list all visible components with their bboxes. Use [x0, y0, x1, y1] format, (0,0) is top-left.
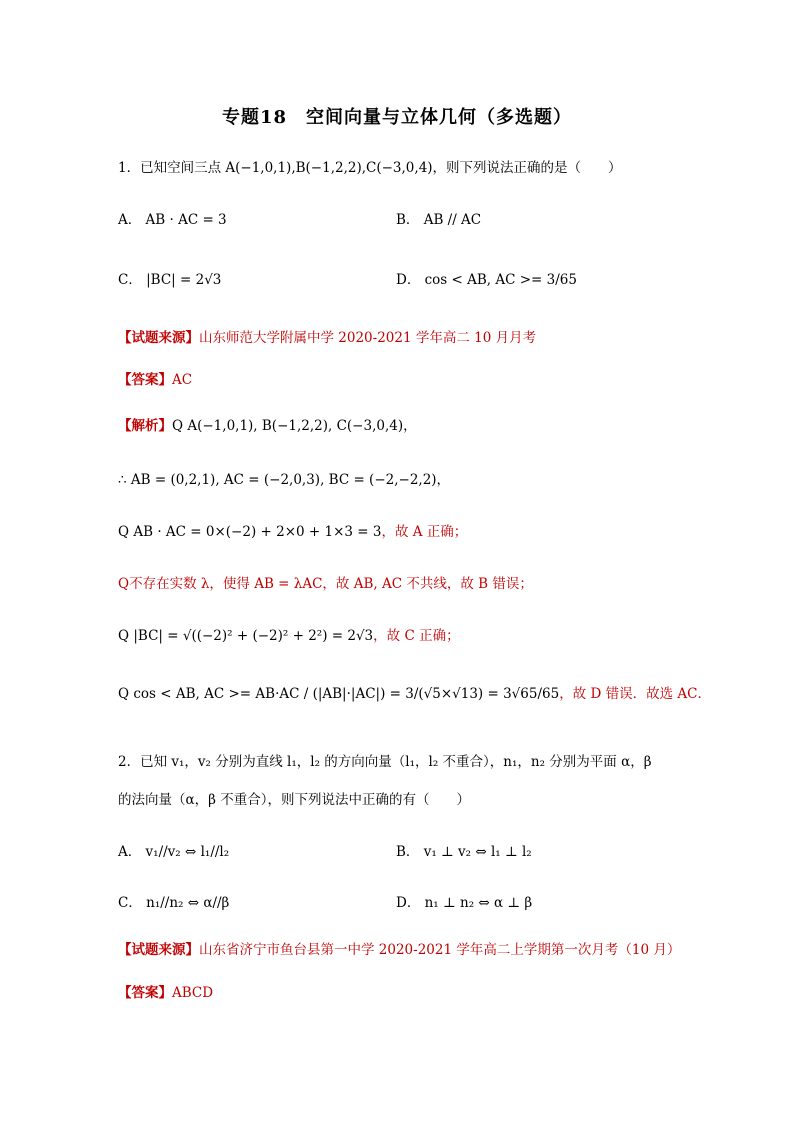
q1-source — [118, 328, 536, 348]
q1-option-d: D． cos < AB, AC >= 3/65 — [396, 272, 577, 288]
q1-stem: 1．已知空间三点 A(−1,0,1),B(−1,2,2),C(−3,0,4)，则下列说法正确的是（ ） — [118, 160, 622, 176]
q2-option-b: B． v₁ ⊥ v₂ ⇔ l₁ ⊥ l₂ — [396, 844, 532, 860]
q2-option-a: A． v₁//v₂ ⇔ l₁//l₂ — [118, 844, 230, 860]
q1-option-b: B． AB // AC — [396, 212, 482, 228]
q1-option-a: A． AB · AC = 3 — [118, 212, 227, 228]
answer-text: ABCD — [172, 985, 214, 1001]
answer-label: 【答案】 — [118, 372, 172, 388]
source-text: 山东省济宁市鱼台县第一中学 2020-2021 学年高二上学期第一次月考（10 月） — [199, 942, 681, 958]
source-label: 【试题来源】 — [118, 330, 199, 346]
q1-analysis-line-1 — [118, 416, 417, 436]
q1-option-c: C． |BC| = 2√3 — [118, 272, 222, 288]
source-label: 【试题来源】 — [118, 942, 199, 958]
analysis-formula: Q AB · AC = 0×(−2) + 2×0 + 1×3 = 3 — [118, 524, 382, 540]
q2-option-d: D． n₁ ⊥ n₂ ⇔ α ⊥ β — [396, 895, 533, 911]
q1-analysis-line-2: ∴ AB = (0,2,1), AC = (−2,0,3), BC = (−2,−2,2)， — [118, 472, 451, 488]
analysis-label: 【解析】 — [118, 418, 172, 434]
q2-answer — [118, 983, 213, 1003]
analysis-formula: Q不存在实数 λ，使得 AB = λAC — [118, 576, 323, 592]
q1-analysis-line-6 — [118, 684, 711, 704]
analysis-formula: Q |BC| = √((−2)² + (−2)² + 2²) = 2√3 — [118, 628, 374, 644]
analysis-conclusion: ，故 C 正确； — [373, 628, 460, 644]
analysis-conclusion: ，故 D 错误．故选 AC． — [559, 686, 711, 702]
q1-analysis-line-5 — [118, 626, 460, 646]
source-text: 山东师范大学附属中学 2020-2021 学年高二 10 月月考 — [199, 330, 537, 346]
q2-stem-line-1: 2．已知 v₁，v₂ 分别为直线 l₁，l₂ 的方向向量（l₁，l₂ 不重合），n₁，n₂ 分别为平面 α，β — [118, 754, 652, 770]
analysis-formula: Q cos < AB, AC >= AB·AC / (|AB|·|AC|) = 3/(√5×√13) = 3√65/65 — [118, 686, 560, 702]
q1-analysis-line-3 — [118, 522, 467, 542]
answer-text: AC — [172, 372, 193, 388]
q2-stem-line-2: 的法向量（α，β 不重合），则下列说法中正确的有（ ） — [118, 792, 470, 808]
analysis-conclusion: ，故 A 正确； — [381, 524, 468, 540]
q2-option-c: C． n₁//n₂ ⇔ α//β — [118, 895, 230, 911]
q1-answer — [118, 370, 192, 390]
q1-analysis-line-4 — [118, 574, 533, 594]
analysis-text: Q A(−1,0,1), B(−1,2,2), C(−3,0,4)， — [172, 418, 417, 434]
analysis-conclusion: ，故 AB, AC 不共线，故 B 错误； — [322, 576, 533, 592]
q2-source — [118, 940, 680, 960]
answer-label: 【答案】 — [118, 985, 172, 1001]
page-title: 专题18 空间向量与立体几何（多选题） — [221, 107, 573, 128]
